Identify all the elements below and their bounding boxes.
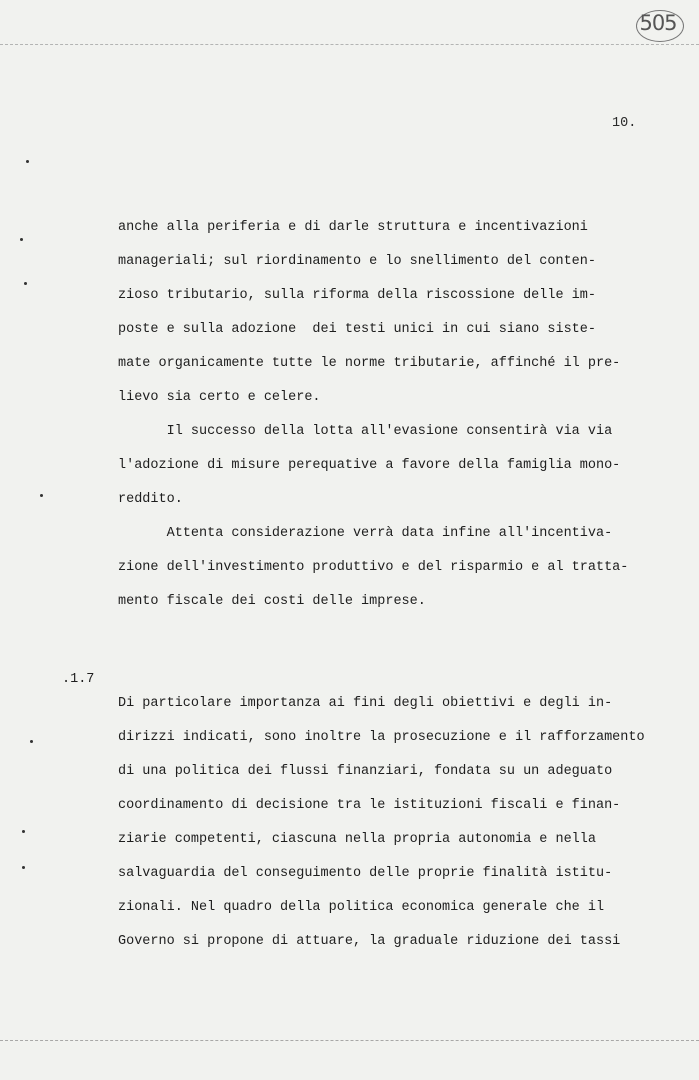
text-line: dirizzi indicati, sono inoltre la prosecuzione e il rafforzamento: [118, 730, 645, 745]
text-line: zioso tributario, sulla riforma della riscossione delle im-: [118, 288, 596, 303]
text-line: mate organicamente tutte le norme tributarie, affinché il pre-: [118, 356, 621, 371]
margin-speck: [30, 740, 33, 743]
text-line: reddito.: [118, 492, 183, 507]
text-line: l'adozione di misure perequative a favore della famiglia mono-: [118, 458, 621, 473]
text-line: di una politica dei flussi finanziari, fondata su un adeguato: [118, 764, 613, 779]
blank-line: [118, 653, 678, 687]
top-scan-edge: [0, 44, 699, 45]
text-line: Attenta considerazione verrà data infine all'incentiva-: [118, 526, 613, 541]
margin-speck: [22, 866, 25, 869]
text-line: zionali. Nel quadro della politica economica generale che il: [118, 900, 605, 915]
text-line: Il successo della lotta all'evasione consentirà via via: [118, 424, 613, 439]
text-line: coordinamento di decisione tra le istituzioni fiscali e finan-: [118, 798, 621, 813]
margin-speck: [26, 160, 29, 163]
margin-speck: [40, 494, 43, 497]
text-line: Di particolare importanza ai fini degli obiettivi e degli in-: [118, 696, 613, 711]
margin-speck: [24, 282, 27, 285]
text-line: zione dell'investimento produttivo e del risparmio e al tratta-: [118, 560, 629, 575]
text-line: poste e sulla adozione dei testi unici in cui siano siste-: [118, 322, 596, 337]
section-number: .1.7: [62, 672, 95, 687]
text-line: manageriali; sul riordinamento e lo snellimento del conten-: [118, 254, 596, 269]
text-line: mento fiscale dei costi delle imprese.: [118, 594, 426, 609]
margin-speck: [22, 830, 25, 833]
text-line: ziarie competenti, ciascuna nella propria autonomia e nella: [118, 832, 596, 847]
handwritten-page-stamp: 505: [639, 11, 677, 35]
bottom-scan-edge: [0, 1040, 699, 1041]
body-text: [118, 211, 678, 959]
text-line: Governo si propone di attuare, la graduale riduzione dei tassi: [118, 934, 621, 949]
text-line: salvaguardia del conseguimento delle proprie finalità istitu-: [118, 866, 613, 881]
text-line: anche alla periferia e di darle struttura e incentivazioni: [118, 220, 588, 235]
text-line: lievo sia certo e celere.: [118, 390, 321, 405]
blank-line: [118, 619, 678, 653]
margin-speck: [20, 238, 23, 241]
page-number: 10.: [612, 116, 637, 131]
